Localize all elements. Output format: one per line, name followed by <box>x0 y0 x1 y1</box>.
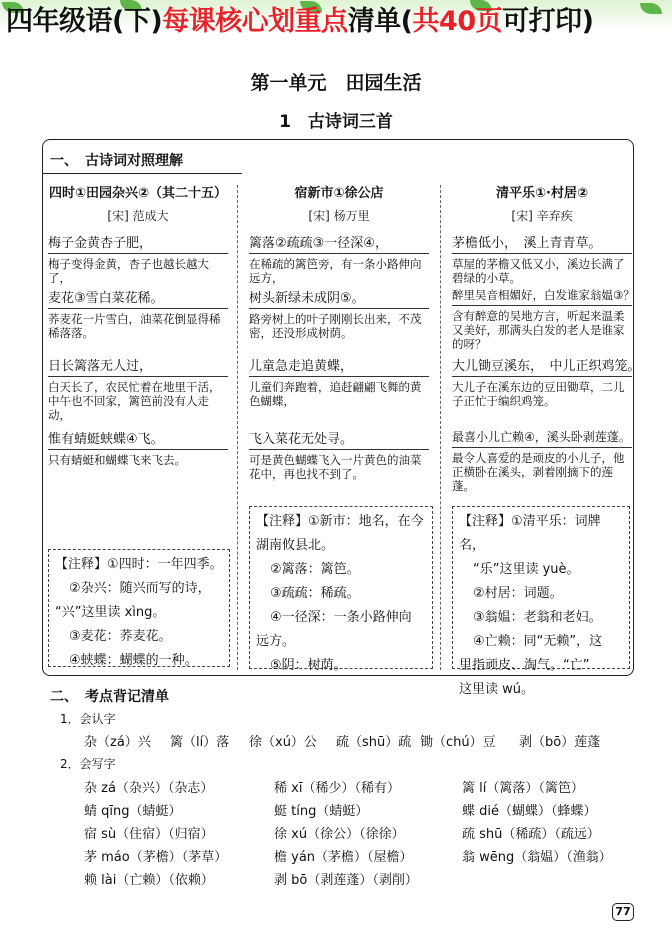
note-line: 【注释】①新市：地名，在今 <box>256 514 424 529</box>
write-entry: 茅 máo（茅檐）（茅草） <box>84 850 228 865</box>
note-line: ④一径深：一条小路伸向 <box>270 610 412 625</box>
note-line: 里指顽皮、淘气。“亡” <box>459 658 590 673</box>
banner-title <box>6 4 593 40</box>
poem-author: [宋] 辛弃疾 <box>511 209 573 223</box>
column-divider <box>237 185 238 670</box>
write-entry: 剥 bō（剥莲蓬）（剥削） <box>274 873 418 888</box>
section-heading-review: 二、 考点背记清单 <box>50 689 169 705</box>
poem-translation: 可是黄色蝴蝶飞入一片黄色的油菜花中，再也找不到了。 <box>249 453 422 481</box>
write-entry: 檐 yán（茅檐）（屋檐） <box>274 850 413 865</box>
poem-line: 篱落②疏疏③一径深④， <box>249 232 429 254</box>
notes-box-1 <box>48 549 230 667</box>
note-line: ②杂兴：随兴而写的诗， <box>69 581 211 596</box>
banner-highlight: 每课核心划重点 <box>162 6 348 37</box>
poem-line: 日长篱落无人过， <box>48 355 228 377</box>
note-line: ③麦花：荞麦花。 <box>69 629 172 644</box>
note-line: ②村居：词题。 <box>473 586 563 601</box>
note-line: ⑤阴：树荫。 <box>270 658 347 673</box>
note-line: 这里读 wú。 <box>459 682 535 697</box>
banner-printable: 可打印) <box>502 6 594 37</box>
note-line: 【注释】①清平乐：词牌名， <box>459 514 601 553</box>
banner-pages: 共40页 <box>412 6 503 37</box>
note-line: ④亡赖：同“无赖”，这 <box>473 634 603 649</box>
unit-title: 第一单元 田园生活 <box>250 72 422 94</box>
recognize-char: 锄（chú）豆 <box>420 735 496 750</box>
poem-translation: 大儿子在溪东边的豆田锄草，二儿子正忙于编织鸡笼。 <box>452 380 625 408</box>
poem-translation: 最令人喜爱的是顽皮的小儿子，他正横卧在溪头，剥着刚摘下的莲蓬。 <box>452 451 625 493</box>
write-entry: 徐 xú（徐公）（徐徐） <box>274 827 405 842</box>
poem-line: 麦花③雪白菜花稀。 <box>48 287 228 309</box>
note-line: ③翁媪：老翁和老妇。 <box>473 610 602 625</box>
write-entry: 稀 xī（稀少）（稀有） <box>274 781 400 796</box>
note-line: ④蛱蝶：蝴蝶的一种。 <box>69 653 198 668</box>
note-line: ②篱落：篱笆。 <box>270 562 360 577</box>
poem-translation: 儿童们奔跑着，追赶翩翩飞舞的黄色蝴蝶， <box>249 380 422 408</box>
poem-translation: 草屋的茅檐又低又小，溪边长满了碧绿的小草。 <box>452 257 625 285</box>
poem-line: 树头新绿未成阴⑤。 <box>249 287 429 309</box>
poem-title: 宿新市①徐公店 <box>294 186 384 201</box>
section-heading-poems: 一、 古诗词对照理解 <box>50 153 183 169</box>
note-line: “兴”这里读 xìng。 <box>55 605 166 620</box>
write-entry: 蜓 tíng（蜻蜓） <box>274 804 369 819</box>
write-entry: 宿 sù（住宿）（归宿） <box>84 827 214 842</box>
poem-translation: 只有蜻蜓和蝴蝶飞来飞去。 <box>48 453 186 467</box>
poem-column-3 <box>452 182 641 493</box>
poem-title: 四时①田园杂兴②（其二十五） <box>48 186 227 201</box>
poem-translation: 路旁树上的叶子刚刚长出来，不茂密，还没形成树荫。 <box>249 312 422 340</box>
poem-line: 梅子金黄杏子肥， <box>48 232 228 254</box>
poem-author: [宋] 杨万里 <box>308 209 370 223</box>
poem-author: [宋] 范成大 <box>107 209 169 223</box>
write-entry: 篱 lí（篱落）（篱笆） <box>462 781 584 796</box>
recognize-char: 徐（xú）公 <box>249 735 317 750</box>
notes-box-3 <box>452 506 630 697</box>
recognize-char: 剥（bō）莲蓬 <box>519 735 601 750</box>
lesson-title: 1 古诗词三首 <box>279 112 393 132</box>
note-line: 远方。 <box>256 634 296 649</box>
write-entry: 翁 wēng（翁媪）（渔翁） <box>462 850 612 865</box>
recognize-char: 疏（shū）疏 <box>336 735 412 750</box>
poem-translation: 含有醉意的吴地方言，听起来温柔又美好，那满头白发的老人是谁家的呀？ <box>452 309 625 351</box>
section-underline <box>42 173 242 174</box>
poem-line: 醉里吴音相媚好，白发谁家翁媪③？ <box>452 287 632 306</box>
poem-line: 茅檐低小， 溪上青青草。 <box>452 232 632 254</box>
poem-line: 儿童急走追黄蝶， <box>249 355 429 377</box>
recognize-char: 篱（lí）落 <box>170 735 230 750</box>
write-label: 2．会写字 <box>60 757 116 771</box>
banner-list: 清单( <box>347 6 413 37</box>
notes-box-2 <box>249 506 433 673</box>
poem-title: 清平乐①·村居② <box>496 186 588 201</box>
column-divider <box>440 185 441 670</box>
write-entry: 赖 lài（亡赖）（依赖） <box>84 873 214 888</box>
poem-translation: 梅子变得金黄，杏子也越长越大了， <box>48 257 209 285</box>
recognize-label: 1．会认字 <box>60 712 116 726</box>
poem-translation: 在稀疏的篱笆旁，有一条小路伸向远方， <box>249 257 422 285</box>
poem-line: 大儿锄豆溪东， 中儿正织鸡笼。 <box>452 355 632 377</box>
leaf-decoration-icon <box>640 3 662 14</box>
note-line: 湖南攸县北。 <box>256 538 335 553</box>
poem-line: 飞入菜花无处寻。 <box>249 428 429 450</box>
top-banner <box>0 0 672 44</box>
note-line: 【注释】①四时：一年四季。 <box>55 557 223 572</box>
write-entry: 疏 shū（稀疏）（疏远） <box>462 827 600 842</box>
poem-line: 惟有蜻蜓蛱蝶④飞。 <box>48 428 228 450</box>
poem-translation: 白天长了，农民忙着在地里干活，中午也不回家，篱笆前没有人走动， <box>48 380 221 422</box>
poem-translation: 荞麦花一片雪白，油菜花倒显得稀稀落落。 <box>48 312 221 340</box>
poem-column-1 <box>48 182 228 467</box>
write-entry: 杂 zá（杂兴）（杂志） <box>84 781 214 796</box>
page-number: 77 <box>612 903 634 921</box>
poem-column-2 <box>249 182 429 481</box>
note-line: ③疏疏：稀疏。 <box>270 586 360 601</box>
poem-line: 最喜小儿亡赖④，溪头卧剥莲蓬。 <box>452 428 632 448</box>
banner-grade: 四年级语(下) <box>6 6 163 37</box>
recognize-char: 杂（zá）兴 <box>84 735 151 750</box>
write-entry: 蜻 qīng（蜻蜓） <box>84 804 182 819</box>
note-line: “乐”这里读 yuè。 <box>473 562 580 577</box>
write-entry: 蝶 dié（蝴蝶）（蜂蝶） <box>462 804 597 819</box>
